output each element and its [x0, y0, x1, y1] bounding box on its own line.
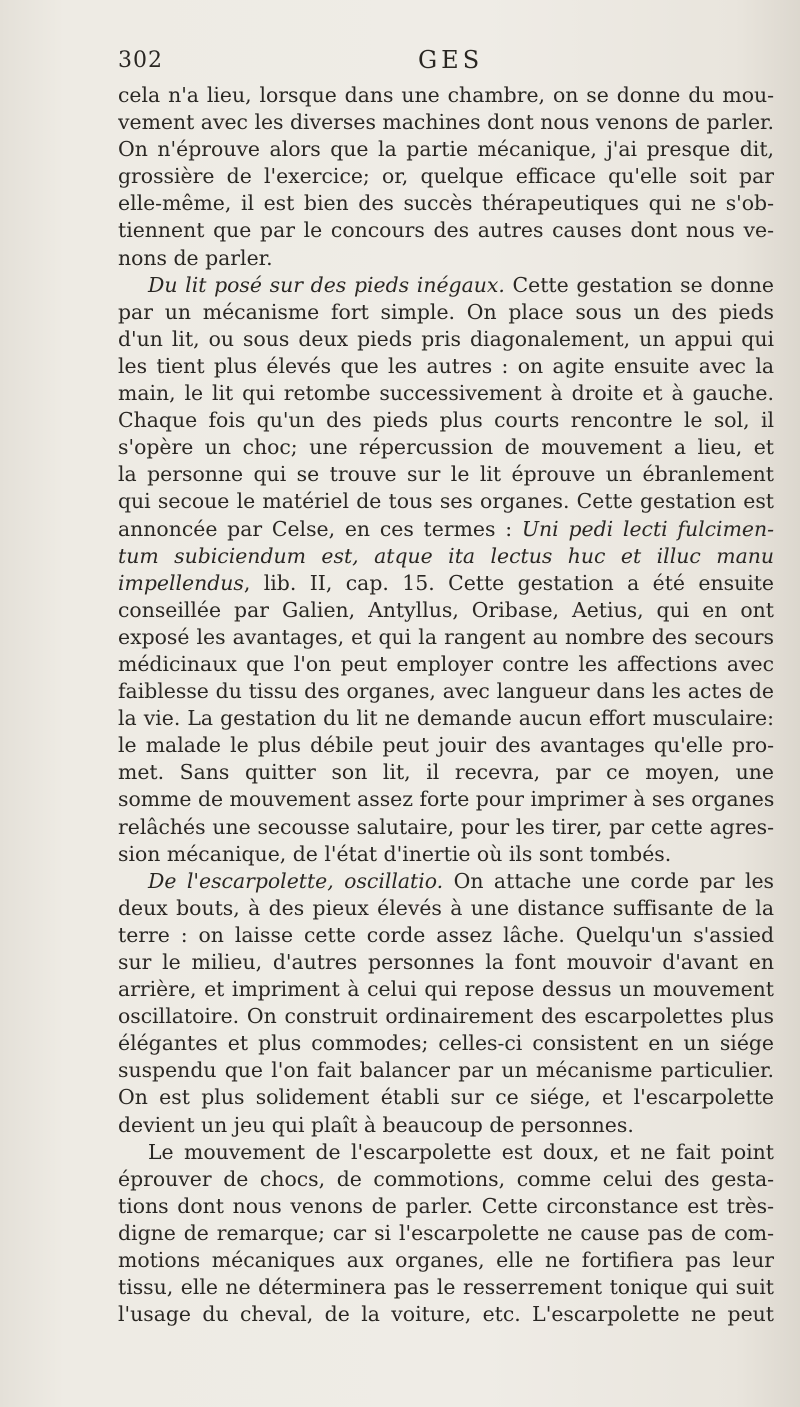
text-span: la vie. La gestation du lit ne demande aucun effort musculaire: [118, 706, 774, 731]
paragraph [118, 868, 774, 1139]
text-span: arrière, et impriment à celui qui repose dessus un mouvement [118, 977, 774, 1002]
text-line [118, 976, 774, 1003]
text-line [118, 1166, 774, 1193]
italic-span: impellendus [118, 570, 244, 595]
text-line [118, 1274, 774, 1301]
text-line [118, 624, 774, 651]
italic-span: tum subiciendum est, atque ita lectus huc et illuc manu [118, 543, 774, 568]
italic-span: De l'escarpolette, oscillatio. [148, 868, 444, 893]
text-line [118, 407, 774, 434]
text-span: digne de remarque; car si l'escarpolette ne cause pas de com- [118, 1220, 774, 1245]
text-span: relâchés une secousse salutaire, pour les tirer, par cette agres- [118, 814, 774, 839]
text-line [118, 543, 774, 570]
text-span: qui secoue le matériel de tous ses organes. Cette gestation est [118, 489, 774, 514]
text-line [118, 1112, 774, 1139]
paragraph [118, 272, 774, 868]
page-header [118, 46, 776, 78]
text-line [118, 516, 774, 543]
text-span: s'opère un choc; une répercussion de mouvement a lieu, et [118, 435, 774, 460]
text-span: exposé les avantages, et qui la rangent au nombre des secours [118, 624, 774, 649]
text-span: éprouver de chocs, de commotions, comme celui des gesta- [118, 1166, 774, 1191]
text-line [118, 732, 774, 759]
text-line [118, 163, 774, 190]
text-span: met. Sans quitter son lit, il recevra, par ce moyen, une [118, 760, 774, 785]
text-line [118, 1247, 774, 1274]
text-span: devient un jeu qui plaît à beaucoup de personnes. [118, 1112, 634, 1137]
text-span: tiennent que par le concours des autres causes dont nous ve- [118, 218, 774, 243]
text-line [118, 326, 774, 353]
text-span: le malade le plus débile peut jouir des avantages qu'elle pro- [118, 733, 774, 758]
text-line [118, 597, 774, 624]
paragraph [118, 1139, 774, 1329]
running-head: GES [418, 46, 484, 74]
text-line [118, 1301, 774, 1328]
text-line [118, 786, 774, 813]
text-span: sur le milieu, d'autres personnes la font mouvoir d'avant en [118, 950, 774, 974]
text-span: , lib. II, cap. 15. Cette gestation a été ensuite [243, 570, 774, 595]
text-line [118, 1220, 774, 1247]
text-span: On n'éprouve alors que la partie mécanique, j'ai presque dit, [118, 137, 774, 162]
text-line [118, 1139, 774, 1166]
text-span: tissu, elle ne déterminera pas le resserrement tonique qui suit [118, 1275, 774, 1300]
text-span: elle-même, il est bien des succès thérapeutiques qui ne s'ob- [118, 191, 774, 216]
text-span: deux bouts, à des pieux élevés à une distance suffisante de la [118, 895, 774, 920]
text-line [118, 1003, 774, 1030]
page-number: 302 [118, 48, 163, 73]
italic-span: Du lit posé sur des pieds inégaux. [148, 272, 505, 297]
text-span: élégantes et plus commodes; celles-ci consistent en un siége [118, 1031, 774, 1056]
text-line [118, 1057, 774, 1084]
text-line [118, 651, 774, 678]
text-span: On attache une corde par les [443, 868, 774, 893]
text-span: annoncée par Celse, en ces termes : [118, 516, 522, 541]
text-span: grossière de l'exercice; or, quelque efficace qu'elle soit par [118, 164, 774, 189]
text-line [118, 678, 774, 705]
text-span: main, le lit qui retombe successivement à droite et à gauche. [118, 381, 774, 406]
italic-span: Uni pedi lecti fulcimen- [521, 516, 774, 541]
text-line [118, 1084, 774, 1111]
text-span: l'usage du cheval, de la voiture, etc. L'escarpolette ne peut [118, 1302, 774, 1327]
text-span: cela n'a lieu, lorsque dans une chambre, on se donne du mou- [118, 83, 774, 107]
text-line [118, 299, 774, 326]
text-span: motions mécaniques aux organes, elle ne fortifiera pas leur [118, 1248, 774, 1273]
text-span: nons de parler. [118, 245, 273, 270]
text-line [118, 488, 774, 515]
text-line [118, 272, 774, 299]
text-line [118, 895, 774, 922]
text-span: la personne qui se trouve sur le lit éprouve un ébranlement [118, 462, 774, 487]
text-line [118, 190, 774, 217]
text-span: faiblesse du tissu des organes, avec langueur dans les actes de [118, 679, 774, 704]
text-span: par un mécanisme fort simple. On place sous un des pieds [118, 299, 774, 324]
text-line [118, 217, 774, 244]
text-span: Chaque fois qu'un des pieds plus courts rencontre le sol, il [118, 408, 774, 433]
text-line [118, 814, 774, 841]
text-line [118, 1193, 774, 1220]
text-line [118, 380, 774, 407]
text-line [118, 461, 774, 488]
text-line [118, 136, 774, 163]
paragraph [118, 82, 774, 272]
text-span: les tient plus élevés que les autres : on agite ensuite avec la [118, 353, 774, 378]
text-span: conseillée par Galien, Antyllus, Oribase, Aetius, qui en ont [118, 597, 774, 622]
text-line [118, 434, 774, 461]
text-line [118, 949, 774, 976]
text-line [118, 245, 774, 272]
text-line [118, 109, 774, 136]
text-line [118, 868, 774, 895]
text-line [118, 705, 774, 732]
text-span: médicinaux que l'on peut employer contre les affections avec [118, 651, 774, 676]
text-span: suspendu que l'on fait balancer par un mécanisme particulier. [118, 1058, 774, 1083]
text-span: d'un lit, ou sous deux pieds pris diagonalement, un appui qui [118, 326, 774, 351]
text-line [118, 841, 774, 868]
text-line [118, 82, 774, 109]
text-span: tions dont nous venons de parler. Cette circonstance est très- [118, 1193, 774, 1218]
text-line [118, 922, 774, 949]
body-text [118, 82, 774, 1328]
text-span: oscillatoire. On construit ordinairement des escarpolettes plus [118, 1004, 774, 1029]
text-span: On est plus solidement établi sur ce siége, et l'escarpolette [118, 1085, 774, 1110]
text-line [118, 759, 774, 786]
text-line [118, 353, 774, 380]
text-span: Le mouvement de l'escarpolette est doux, et ne fait point [148, 1139, 774, 1164]
text-span: terre : on laisse cette corde assez lâche. Quelqu'un s'assied [118, 922, 774, 947]
text-span: vement avec les diverses machines dont nous venons de parler. [118, 110, 774, 135]
text-line [118, 1030, 774, 1057]
text-span: Cette gestation se donne [504, 272, 774, 297]
text-line [118, 570, 774, 597]
text-span: sion mécanique, de l'état d'inertie où ils sont tombés. [118, 841, 672, 866]
text-span: somme de mouvement assez forte pour imprimer à ses organes [118, 787, 774, 812]
